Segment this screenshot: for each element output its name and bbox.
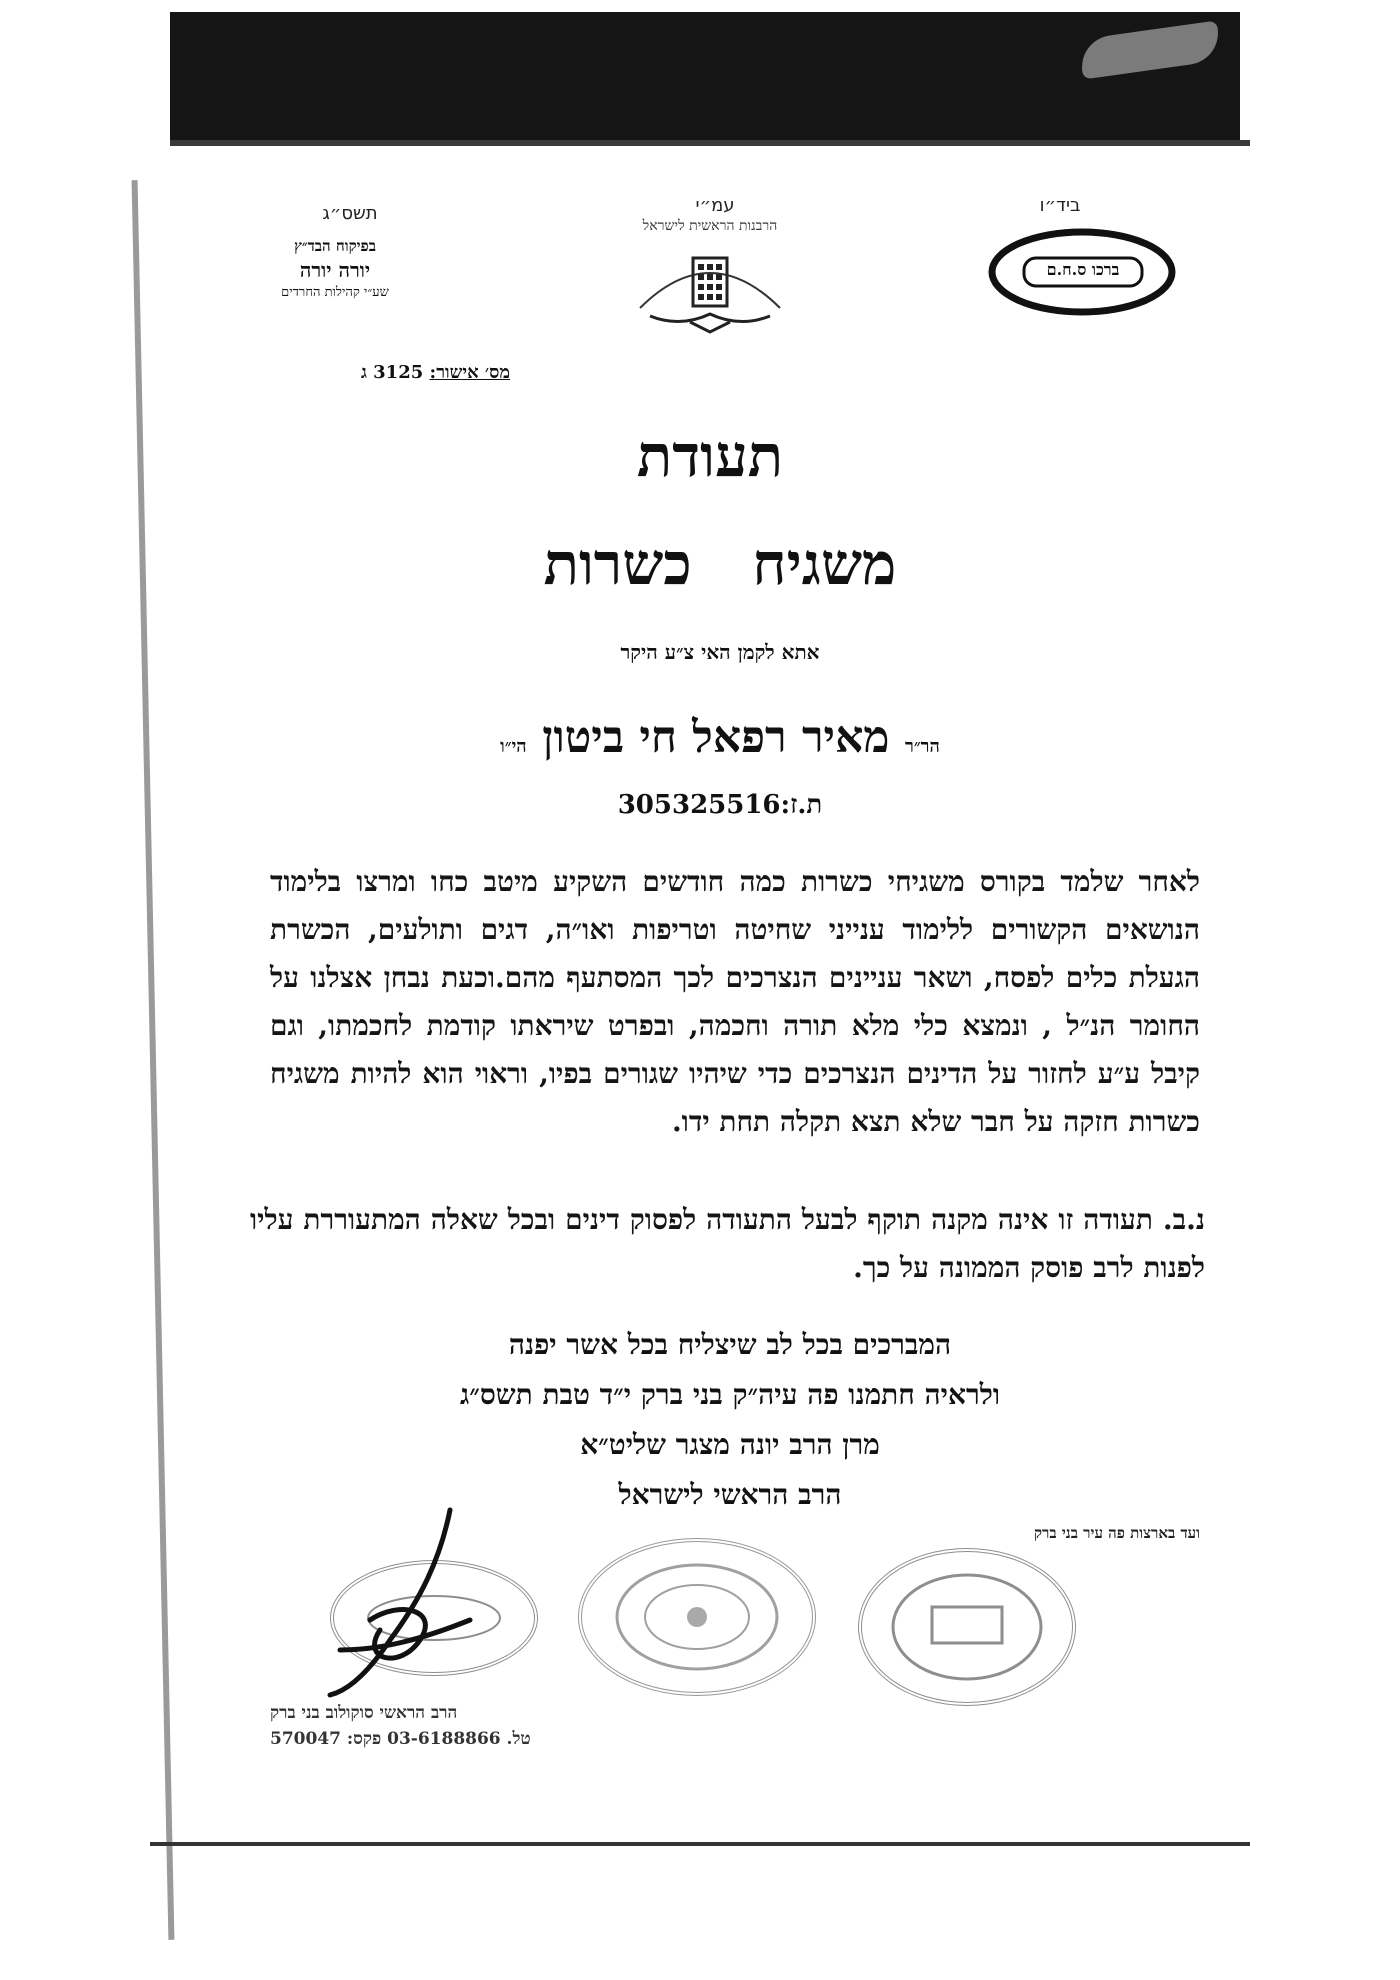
chief-rabbinate-logo	[620, 218, 800, 338]
note-paragraph: נ.ב. תעודה זו אינה מקנה תוקף לבעל התעודה לפסוק דינים ובכל שאלה המתעוררת עליו לפנות לרב פוסק הממונה על כך.	[250, 1203, 1205, 1284]
paper-bottom-edge	[150, 1842, 1250, 1846]
badatz-line-2: יורה יורה	[299, 258, 371, 282]
badatz-line-3: שע״י קהילות החרדים	[281, 285, 389, 300]
signature	[300, 1500, 500, 1700]
footer-line-1: הרב הראשי סוקולוב בני ברק	[270, 1703, 458, 1723]
right-round-stamp	[858, 1548, 1076, 1706]
header-left-label: ביד״ו	[1039, 195, 1081, 216]
closing-line-2: ולראיה חתמנו פה עיה״ק בני ברק י״ד טבת תשס״ג	[460, 1378, 1000, 1411]
recipient-suffix: הי״ו	[500, 736, 527, 757]
footer-print	[270, 1700, 750, 1752]
approval-number-value: 3125 ג	[360, 362, 424, 383]
closing-block	[380, 1320, 1080, 1520]
certificate-title: תעודת	[636, 422, 784, 490]
intro-line: אתא לקמן האי צ״ע היקר	[620, 640, 820, 664]
closing-line-4: הרב הראשי לישראל	[618, 1478, 842, 1511]
badatz-line-1: בפיקוח הבד״ץ	[294, 237, 376, 255]
center-round-stamp	[578, 1538, 816, 1696]
paper-left-edge	[132, 180, 175, 1940]
id-number	[600, 790, 840, 820]
certificate-subtitle: משגיח כשרות	[543, 530, 897, 598]
scan-top-dark-band	[170, 12, 1240, 140]
recipient-name: מאיר רפאל חי ביטון	[542, 712, 890, 763]
id-number-label: ת.ז:	[780, 790, 823, 820]
header-center-label: עמ״י	[695, 195, 735, 216]
stamp-caption: ועד בארצות פה עיר בני ברק	[1034, 1524, 1200, 1542]
header-right-label: תשס״ג	[322, 203, 378, 224]
kashrut-oval-seal	[988, 228, 1176, 316]
paper-top-edge	[170, 140, 1250, 146]
closing-line-1: המברכים בכל לב שיצליח בכל אשר יפנה	[508, 1328, 952, 1361]
footer-line-2: טל. 03-6188866 פקס: 570047	[270, 1729, 531, 1749]
oval-seal-text: ברכו ס.ח.ם	[1046, 260, 1120, 279]
id-number-value: 305325516	[617, 790, 781, 820]
badatz-logo	[240, 235, 430, 325]
closing-line-3: מרן הרב יונה מצגר שליט״א	[580, 1428, 880, 1461]
body-paragraph: לאחר שלמד בקורס משגיחי כשרות כמה חודשים השקיע מיטב כחו ומרצו בלימוד הנושאים הקשורים ללימוד ענייני שחיטה וטריפות ואו״ה, דגים ותולעים, הכשרת הגעלת כלים לפסח, ושאר עניינים הנצרכים לכך המסתעף מהם.וכעת נבחן אצלנו על החומר הנ״ל , ונמצא כלי מלא תורה וחכמה, ובפרט שיראתו קודמת לחכמתו, וגם קיבל ע״ע לחזור על הדינים הנצרכים כדי שיהיו שגורים בפיו, וראוי הוא להיות משגיח כשרות חזקה על חבר שלא תצא תקלה תחת ידו.	[270, 865, 1201, 1138]
recipient-line	[420, 712, 1020, 763]
recipient-prefix: הר״ר	[905, 736, 940, 757]
rabbinate-logo-text: הרבנות הראשית לישראל	[642, 218, 778, 234]
approval-number	[300, 362, 510, 383]
approval-number-label: מס׳ אישור:	[429, 362, 510, 383]
